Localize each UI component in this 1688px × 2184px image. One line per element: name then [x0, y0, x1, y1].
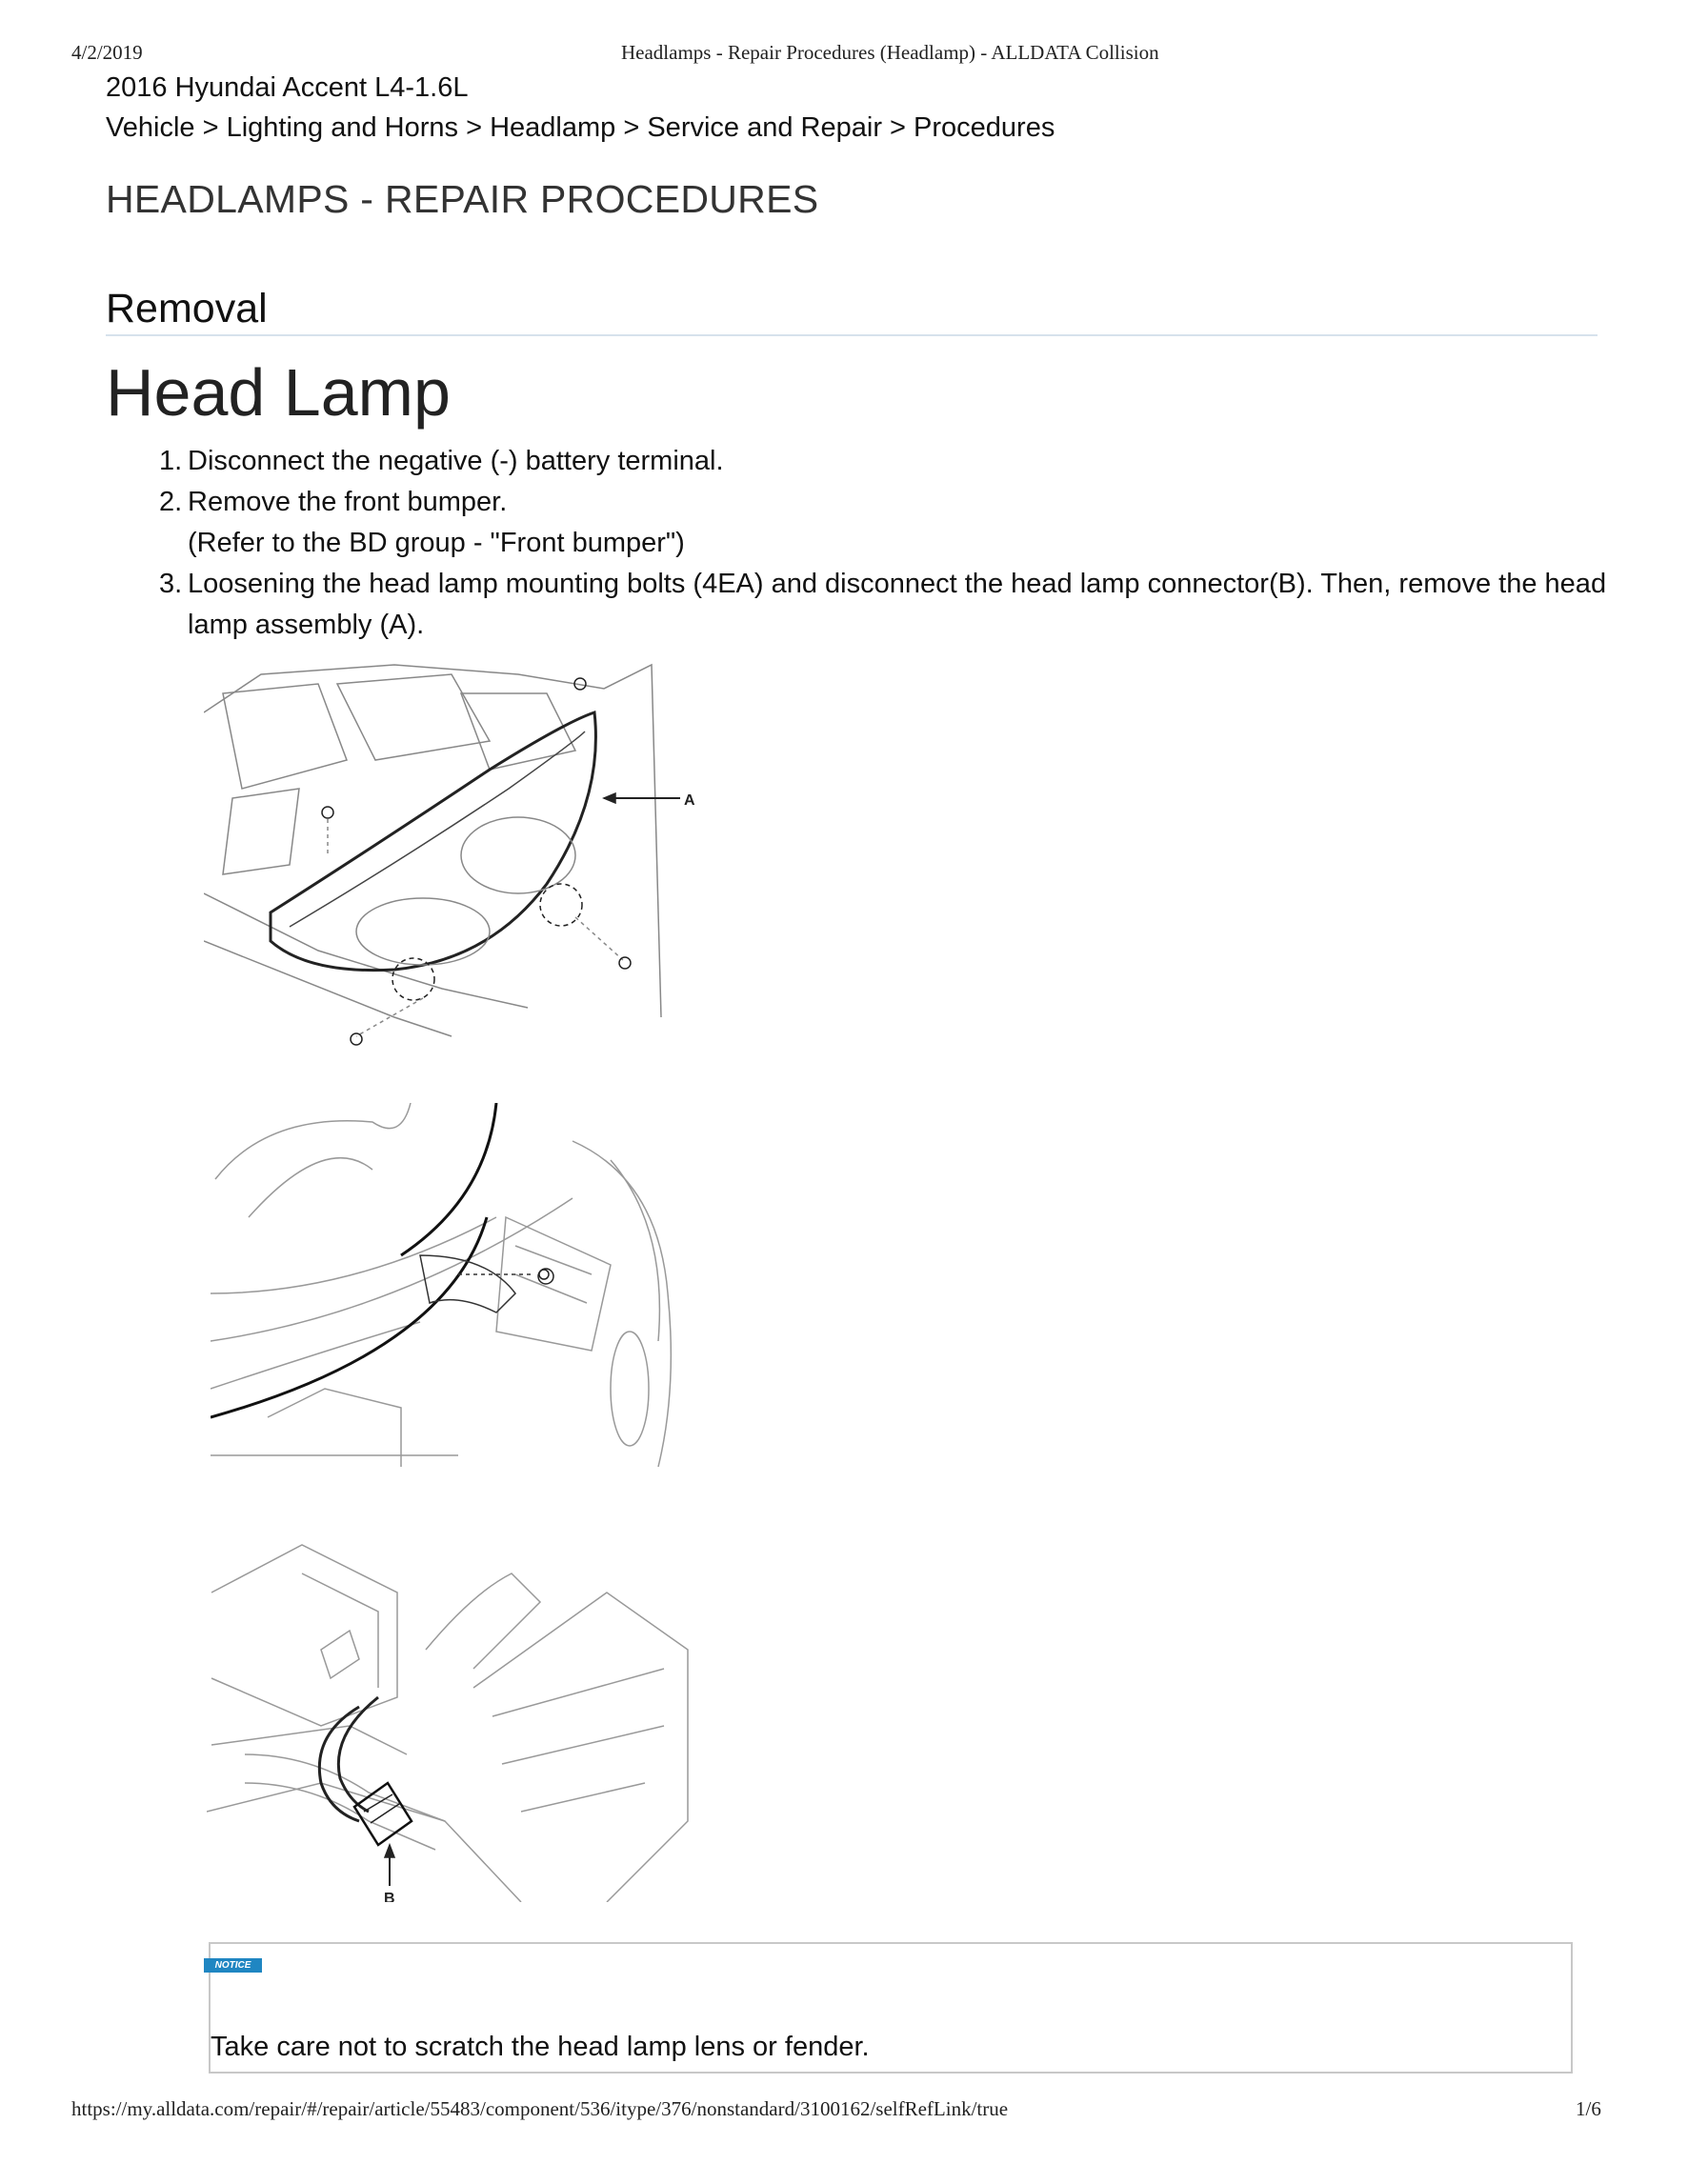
print-date: 4/2/2019	[71, 41, 143, 64]
headlamp-assembly-figure	[204, 655, 699, 1051]
notice-text: Take care not to scratch the head lamp lens or fender.	[211, 2032, 870, 2062]
step-reference: (Refer to the BD group - "Front bumper")	[188, 528, 685, 558]
breadcrumb-separator: >	[881, 112, 914, 143]
figure-label: A	[684, 792, 695, 809]
mounting-bolt-figure	[211, 1103, 692, 1467]
step-item	[159, 564, 1607, 646]
step-item	[159, 482, 1598, 564]
step-text: Remove the front bumper.	[188, 487, 508, 517]
notice-badge: NOTICE	[204, 1958, 262, 1973]
step-text: Disconnect the negative (-) battery terminal.	[188, 446, 724, 476]
step-text: Loosening the head lamp mounting bolts (4EA) and disconnect the head lamp connector(B). Then, remove the head lamp assembly (A).	[188, 569, 1607, 640]
figure-label: B	[384, 1891, 395, 1902]
breadcrumb-separator: >	[194, 112, 227, 143]
breadcrumb-item[interactable]: Procedures	[914, 112, 1055, 143]
steps-list	[159, 441, 1607, 646]
breadcrumb-item[interactable]: Service and Repair	[647, 112, 882, 143]
breadcrumb-item[interactable]: Vehicle	[106, 112, 195, 143]
print-title: Headlamps - Repair Procedures (Headlamp) - ALLDATA Collision	[621, 41, 1159, 64]
vehicle-title: 2016 Hyundai Accent L4-1.6L	[106, 72, 469, 103]
page-title: HEADLAMPS - REPAIR PROCEDURES	[106, 177, 819, 221]
breadcrumb-separator: >	[615, 112, 648, 143]
breadcrumb	[106, 112, 1055, 144]
section-heading: Removal	[106, 286, 268, 331]
print-url: https://my.alldata.com/repair/#/repair/article/55483/component/536/itype/376/nonstandard/3100162/selfRefLink/true	[71, 2097, 1009, 2120]
breadcrumb-separator: >	[458, 112, 491, 143]
step-number: 2.	[159, 487, 183, 517]
breadcrumb-item[interactable]: Lighting and Horns	[226, 112, 459, 143]
page-number: 1/6	[1576, 2097, 1601, 2120]
step-item	[159, 441, 1598, 482]
headlamp-connector-figure	[207, 1535, 694, 1902]
step-number: 3.	[159, 569, 183, 599]
section-divider	[106, 334, 1598, 336]
step-number: 1.	[159, 446, 183, 476]
breadcrumb-item[interactable]: Headlamp	[490, 112, 616, 143]
subsection-heading: Head Lamp	[106, 355, 451, 430]
